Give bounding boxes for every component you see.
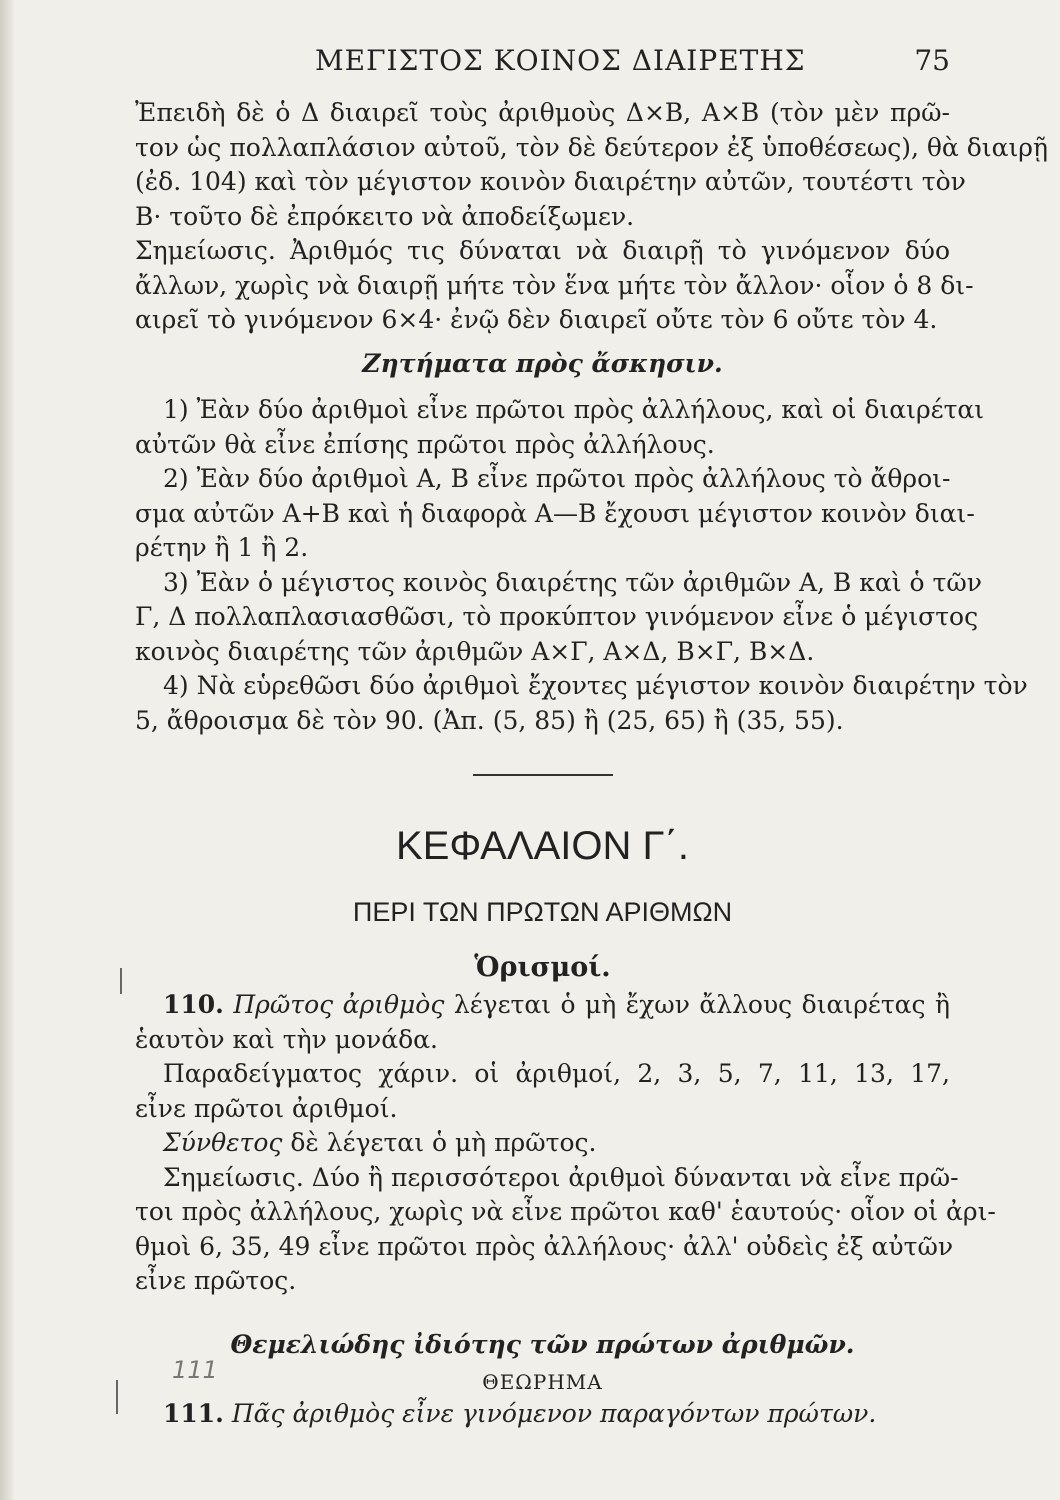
text-line: αὐτῶν θὰ εἶνε ἐπίσης πρῶτοι πρὸς ἀλλήλους.	[135, 429, 715, 459]
running-title: ΜΕΓΙΣΤΟΣ ΚΟΙΝΟΣ ΔΙΑΙΡΕΤΗΣ	[315, 44, 806, 77]
text-line: 4) Νὰ εὑρεθῶσι δύο ἀριθμοὶ ἔχοντες μέγιστον κοινὸν διαιρέτην τὸν	[163, 671, 1028, 700]
note-paragraph	[135, 234, 974, 338]
text-line: 1) Ἐὰν δύο ἀριθμοὶ εἶνε πρῶτοι πρὸς ἀλλήλους, καὶ οἱ διαιρέται	[163, 395, 985, 424]
theorem-text: Πᾶς ἀριθμὸς εἶνε γινόμενον παραγόντων πρώτων.	[231, 1398, 877, 1428]
text-line: τον ὡς πολλαπλάσιον αὐτοῦ, τὸν δὲ δεύτερον ἐξ ὑποθέσεως), θὰ διαιρῇ	[135, 132, 1048, 162]
text-line: εἶνε πρῶτοι ἀριθμοί.	[135, 1093, 398, 1123]
exercise-list	[135, 393, 1028, 738]
intro-paragraph	[135, 96, 1048, 234]
text-line: Ἐπειδὴ δὲ ὁ Δ διαιρεῖ τοὺς ἀριθμοὺς Δ×Β, Α×Β (τὸν μὲν πρῶ-	[135, 98, 950, 127]
text-line: ἄλλων, χωρὶς νὰ διαιρῇ μήτε τὸν ἕνα μήτε τὸν ἄλλον· οἷον ὁ 8 δι-	[135, 270, 974, 300]
theorem-label: ΘΕΩΡΗΜΑ	[482, 1369, 603, 1394]
definition-paragraph	[135, 988, 950, 1161]
pencil-margin-mark	[120, 968, 122, 994]
text-line: σμα αὐτῶν Α+Β καὶ ἡ διαφορὰ Α—Β ἔχουσι μέγιστον κοινὸν διαι-	[135, 498, 975, 528]
section-number: 110.	[163, 990, 224, 1019]
text-line: 3) Ἐὰν ὁ μέγιστος κοινὸς διαιρέτης τῶν ἀριθμῶν Α, Β καὶ ὁ τῶν	[163, 567, 982, 597]
page-body	[135, 96, 1048, 1431]
note-paragraph	[135, 1161, 996, 1299]
text-line	[135, 1126, 950, 1161]
text-line: Β· τοῦτο δὲ ἐπρόκειτο νὰ ἀποδείξωμεν.	[135, 201, 635, 231]
page-number: 75	[914, 44, 950, 77]
text-line: 2) Ἐὰν δύο ἀριθμοὶ Α, Β εἶνε πρῶτοι πρὸς ἀλλήλους τὸ ἄθροι-	[163, 464, 951, 493]
defined-term: Σύνθετος	[163, 1128, 283, 1157]
theorem-statement	[135, 1397, 950, 1432]
text-line: Παραδείγματος χάριν. οἱ ἀριθμοί, 2, 3, 5, 7, 11, 13, 17,	[163, 1059, 950, 1088]
definition-text: δὲ λέγεται ὁ μὴ πρῶτος.	[290, 1128, 597, 1157]
text-line: Σημείωσις. Δύο ἢ περισσότεροι ἀριθμοὶ δύνανται νὰ εἶνε πρῶ-	[163, 1162, 959, 1192]
handwritten-annotation: 111	[172, 1356, 218, 1384]
section-number: 111.	[163, 1398, 224, 1428]
text-line: αιρεῖ τὸ γινόμενον 6×4· ἐνῷ δὲν διαιρεῖ οὔτε τὸν 6 οὔτε τὸν 4.	[135, 305, 938, 334]
text-line: Σημείωσις. Ἀριθμός τις δύναται νὰ διαιρῇ τὸ γινόμενον δύο	[135, 236, 950, 265]
section-divider	[473, 774, 613, 776]
chapter-title: ΚΕΦΑΛΑΙΟΝ Γ΄.	[396, 824, 689, 868]
page-binding-edge	[0, 0, 14, 1500]
definitions-heading: Ὁρισμοί.	[474, 952, 611, 983]
text-line: κοινὸς διαιρέτης τῶν ἀριθμῶν Α×Γ, Α×Δ, Β×Γ, Β×Δ.	[135, 636, 815, 666]
definition-text: λέγεται ὁ μὴ ἔχων ἄλλους διαιρέτας ἢ	[453, 990, 951, 1019]
text-line	[135, 988, 950, 1023]
theorem-heading: Θεμελιώδης ἰδιότης τῶν πρώτων ἀριθμῶν.	[230, 1329, 855, 1359]
text-line: τοι πρὸς ἀλλήλους, χωρὶς νὰ εἶνε πρῶτοι καθ' ἑαυτούς· οἷον οἱ ἀρι-	[135, 1197, 996, 1226]
defined-term: Πρῶτος ἀριθμὸς	[233, 990, 445, 1019]
text-line: ἑαυτὸν καὶ τὴν μονάδα.	[135, 1024, 438, 1054]
text-line: 5, ἄθροισμα δὲ τὸν 90. (Ἀπ. (5, 85) ἢ (25, 65) ἢ (35, 55).	[135, 705, 844, 735]
text-line: θμοὶ 6, 35, 49 εἶνε πρῶτοι πρὸς ἀλλήλους· ἀλλ' οὐδεὶς ἐξ αὐτῶν	[135, 1231, 954, 1261]
page-header	[135, 44, 950, 84]
chapter-subtitle: ΠΕΡΙ ΤΩΝ ΠΡΩΤΩΝ ΑΡΙΘΜΩΝ	[352, 897, 733, 927]
text-line: (ἐδ. 104) καὶ τὸν μέγιστον κοινὸν διαιρέτην αὐτῶν, τουτέστι τὸν	[135, 167, 966, 196]
exercises-heading: Ζητήματα πρὸς ἄσκησιν.	[362, 348, 723, 378]
text-line: Γ, Δ πολλαπλασιασθῶσι, τὸ προκύπτον γινόμενον εἶνε ὁ μέγιστος	[135, 602, 979, 631]
text-line: εἶνε πρῶτος.	[135, 1266, 297, 1295]
text-line: ρέτην ἢ 1 ἢ 2.	[135, 533, 309, 562]
pencil-margin-mark	[116, 1380, 118, 1414]
